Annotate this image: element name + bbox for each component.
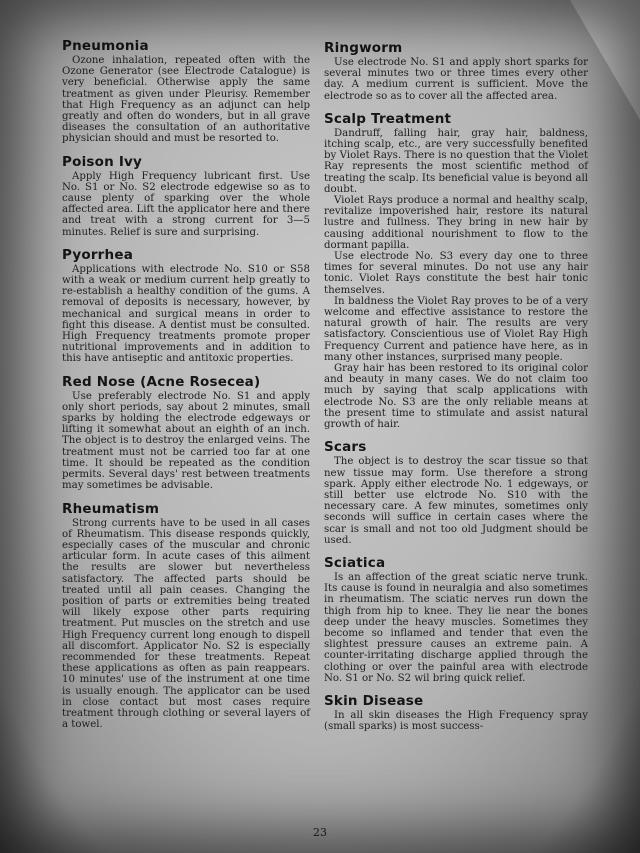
page-number: 23 xyxy=(313,826,327,839)
section-paragraph: Use preferably electrode No. S1 and apply only short periods, say about 2 minutes, small sparks by holding the electrode edgeways or lifting it somewhat about an eighth of an inch. The object is to destroy the enlarged veins. The treatment must not be carried too far at one time. It should be repeated as the condition permits. Several days' rest between treatments may sometimes be advisable. xyxy=(62,390,310,492)
section-paragraph: Use electrode No. S1 and apply short sparks for several minutes two or three times every other day. A medium current is sufficient. Move the electrode so as to cover all the affected area. xyxy=(324,57,588,102)
section-ringworm xyxy=(324,40,588,102)
section-heading: Poison Ivy xyxy=(62,153,143,170)
section-paragraph: In baldness the Violet Ray proves to be of a very welcome and effective assistance to restore the natural growth of hair. The results are very satisfactory. Conscientious use of Violet Ray High Frequency Current and patience have here, as in many other instances, surprised many people. xyxy=(324,295,588,363)
section-paragraph: Dandruff, falling hair, gray hair, baldness, itching scalp, etc., are very successfully benefited by Violet Rays. There is no question that the Violet Ray represents the most scientific method of treating the scalp. Its beneficial value is beyond all doubt. xyxy=(324,127,588,195)
section-scalp-treatment xyxy=(324,111,588,430)
section-paragraph: The object is to destroy the scar tissue so that new tissue may form. Use therefore a strong spark. Apply either electrode No. 1 edgeways, or still better use elctrode No. S10 with the necessary care. A few minutes, sometimes only seconds will suffice in certain cases where the scar is small and not too old Judgment should be used. xyxy=(324,456,588,546)
section-heading: Pneumonia xyxy=(62,38,149,54)
section-sciatica xyxy=(324,555,588,684)
section-paragraph: Violet Rays produce a normal and healthy scalp, revitalize impoverished hair, restore its natural lustre and fullness. They bring in new hair by causing additional nourishment to flow to the dormant papilla. xyxy=(324,195,588,251)
section-heading: Rheumatism xyxy=(62,500,160,517)
left-column xyxy=(62,38,310,739)
section-heading: Skin Disease xyxy=(324,692,424,709)
section-paragraph: In all skin diseases the High Frequency spray (small sparks) is most success- xyxy=(324,709,588,733)
right-column xyxy=(324,40,588,741)
section-pyorrhea xyxy=(62,247,310,365)
section-heading: Ringworm xyxy=(324,40,403,56)
section-paragraph: Gray hair has been restored to its original color and beauty in many cases. We do not claim too much by saying that scalp applications with electrode No. S3 are the only reliable means at the present time to stimulate and assist natural growth of hair. xyxy=(324,363,588,431)
section-heading: Scalp Treatment xyxy=(324,110,452,127)
section-pneumonia xyxy=(62,38,310,145)
section-paragraph: Use electrode No. S3 every day one to three times for several minutes. Do not use any hair tonic. Violet Rays constitute the best hair tonic themselves. xyxy=(324,251,588,296)
section-heading: Red Nose (Acne Rosecea) xyxy=(62,373,261,390)
section-skin-disease xyxy=(324,693,588,732)
section-paragraph: Applications with electrode No. S10 or S58 with a weak or medium current help greatly to re-establish a healthy condition of the gums. A removal of deposits is necessary, however, by mechanical and surgical means in order to fight this disease. A dentist must be consulted. High Frequency treatments promote proper nutritional improvements and in addition to this have antiseptic and antitoxic properties. xyxy=(62,263,310,365)
section-scars xyxy=(324,439,588,546)
section-paragraph: Apply High Frequency lubricant first. Use No. S1 or No. S2 electrode edgewise so as to cause plenty of sparking over the whole affected area. Lift the applicator here and there and treat with a strong current for 3—5 minutes. Relief is sure and surprising. xyxy=(62,170,310,238)
section-paragraph: Ozone inhalation, repeated often with the Ozone Generator (see Electrode Catalogue) is very beneficial. Otherwise apply the same treatment as given under Pleurisy. Remember that High Frequency as an adjunct can help greatly and often do wonders, but in all grave diseases the consultation of an authoritative physician should and must be resorted to. xyxy=(62,55,310,145)
section-paragraph: Is an affection of the great sciatic nerve trunk. Its cause is found in neuralgia and also sometimes in rheumatism. The sciatic nerves run down the thigh from hip to knee. They lie near the bones deep under the heavy muscles. Sometimes they become so inflamed and tender that even the slightest pressure causes an extreme pain. A counter-irritating discharge applied through the clothing or over the painful area with electrode No. S1 or No. S2 wil bring quick relief. xyxy=(324,571,588,684)
section-heading: Sciatica xyxy=(324,554,386,571)
section-rheumatism xyxy=(62,501,310,731)
section-poison-ivy xyxy=(62,154,310,238)
section-red-nose xyxy=(62,374,310,492)
section-heading: Scars xyxy=(324,439,367,456)
section-heading: Pyorrhea xyxy=(62,246,134,263)
section-paragraph: Strong currents have to be used in all cases of Rheumatism. This disease responds quickly, especially cases of the muscular and chronic articular form. In acute cases of this ailment the results are slower but nevertheless satisfactory. The affected parts should be treated until all pain ceases. Changing the position of parts or extremities being treated will likely expose other parts requiring treatment. Put muscles on the stretch and use High Frequency current long enough to dispell all discomfort. Applicator No. S2 is especially recommended for these treatments. Repeat these applications as often as pain reappears. 10 minutes' use of the instrument at one time is usually enough. The applicator can be used in close contact but most cases require treatment through clothing or several layers of a towel. xyxy=(62,517,310,731)
